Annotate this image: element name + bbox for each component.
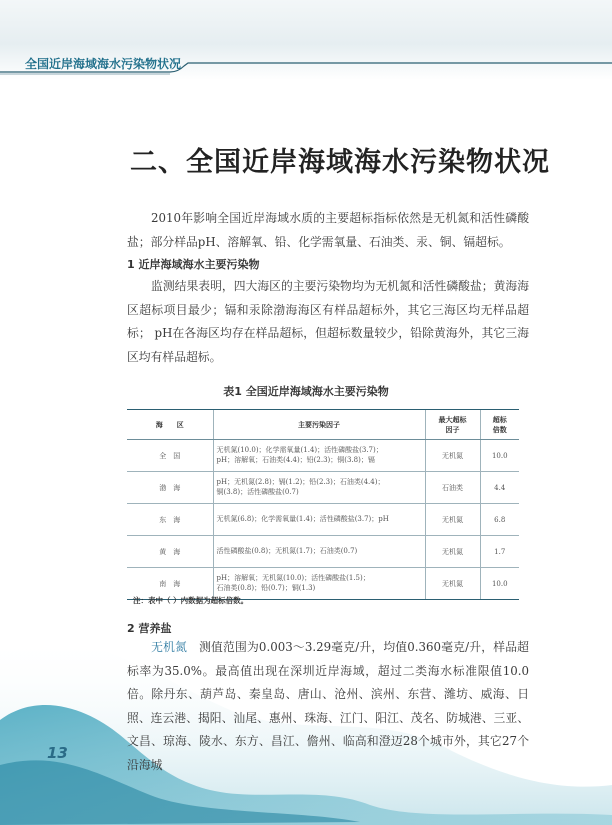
- section-1-heading: 1 近岸海域海水主要污染物: [127, 258, 260, 271]
- table-header-row: [127, 410, 519, 440]
- row-max-item: 石油类: [425, 472, 480, 504]
- row-factors: pH；无机氮(2.8)；镉(1.2)；铅(2.3)；石油类(4.4)； 铜(3.8)；活性磷酸盐(0.7): [213, 472, 425, 504]
- running-header: 全国近岸海域海水污染物状况: [25, 57, 182, 71]
- col-header-multiple: 超标 倍数: [480, 410, 519, 440]
- col-header-area: 海 区: [127, 410, 213, 440]
- table-row: [127, 440, 519, 472]
- table-note: 注：表中（ ）内数据为超标倍数。: [133, 596, 249, 605]
- row-multiple: 10.0: [480, 440, 519, 472]
- row-area: 东 海: [127, 504, 213, 536]
- row-max-item: 无机氮: [425, 536, 480, 568]
- row-area: 渤 海: [127, 472, 213, 504]
- row-multiple: 1.7: [480, 536, 519, 568]
- section-2-text: 测值范围为0.003～3.29毫克/升，均值0.360毫克/升，样品超标率为35.0%。最高值出现在深圳近岸海域，超过二类海水标准限值10.0倍。除丹东、葫芦岛、秦皇岛、唐山、沧州、滨州、东营、潍坊、威海、日照、连云港、揭阳、汕尾、惠州、珠海、江门、阳江、茂名、防城港、三亚、文昌、琼海、陵水、东方、昌江、儋州、临高和澄迈28个城市外，其它27个沿海城: [127, 640, 529, 772]
- row-max-item: 无机氮: [425, 568, 480, 600]
- table-row: [127, 504, 519, 536]
- chapter-title: 二、全国近岸海域海水污染物状况: [130, 147, 550, 178]
- nitrogen-lead-term: 无机氮: [151, 640, 188, 654]
- section-1-paragraph: [127, 275, 529, 369]
- row-area: 黄 海: [127, 536, 213, 568]
- section-2-heading: 2 营养盐: [127, 622, 172, 635]
- row-multiple: 6.8: [480, 504, 519, 536]
- row-max-item: 无机氮: [425, 504, 480, 536]
- intro-paragraph: [127, 207, 529, 254]
- table-title: 表1 全国近岸海域海水主要污染物: [223, 385, 389, 398]
- col-header-max-item: 最大超标 因子: [425, 410, 480, 440]
- row-factors: 无机氮(10.0)；化学需氧量(1.4)；活性磷酸盐(3.7)； pH；溶解氧；石油类(4.4)；铅(2.3)；铜(3.8)；镉: [213, 440, 425, 472]
- row-multiple: 4.4: [480, 472, 519, 504]
- page-number: 13: [47, 744, 68, 762]
- row-area: 全 国: [127, 440, 213, 472]
- table-row: [127, 472, 519, 504]
- col-header-factors: 主要污染因子: [213, 410, 425, 440]
- intro-text: 2010年影响全国近岸海域水质的主要超标指标依然是无机氮和活性磷酸盐；部分样品pH、溶解氧、铅、化学需氧量、石油类、汞、铜、镉超标。: [127, 211, 529, 249]
- section-2-paragraph: [127, 636, 529, 777]
- section-1-text: 监测结果表明，四大海区的主要污染物均为无机氮和活性磷酸盐；黄海海区超标项目最少；镉和汞除渤海海区有样品超标外，其它三海区均无样品超标； pH在各海区均存在样品超标，但超标数量较少，铅除黄海外，其它三海区均有样品超标。: [127, 279, 529, 364]
- row-factors: 活性磷酸盐(0.8)；无机氮(1.7)；石油类(0.7): [213, 536, 425, 568]
- row-factors: pH；溶解氧；无机氮(10.0)；活性磷酸盐(1.5)； 石油类(0.8)；铅(0.7)；铜(1.3): [213, 568, 425, 600]
- row-max-item: 无机氮: [425, 440, 480, 472]
- row-area: 南 海: [127, 568, 213, 600]
- row-multiple: 10.0: [480, 568, 519, 600]
- row-factors: 无机氮(6.8)；化学需氧量(1.4)；活性磷酸盐(3.7)；pH: [213, 504, 425, 536]
